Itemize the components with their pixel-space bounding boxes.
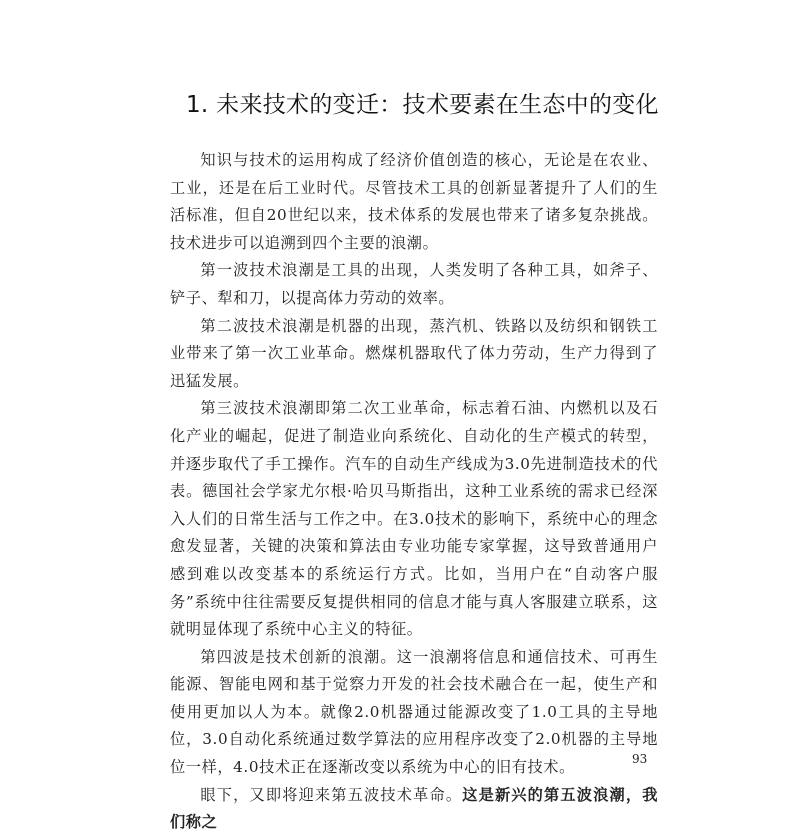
paragraph-fifth-wave: [170, 782, 658, 837]
page-number: 93: [632, 752, 648, 766]
section-title: 1. 未来技术的变迁：技术要素在生态中的变化: [186, 92, 659, 118]
paragraph-fifth-wave-bold: 这是新兴的第五波浪潮，我们称之: [170, 785, 659, 832]
paragraph-fourth-wave: 第四波是技术创新的浪潮。这一浪潮将信息和通信技术、可再生能源、智能电网和基于觉察力开发的社会技术融合在一起，使生产和使用更加以人为本。就像2.0机器通过能源改变了1.0工具的主导地位，3.0自动化系统通过数学算法的应用程序改变了2.0机器的主导地位一样，4.0技术正在逐渐改变以系统为中心的旧有技术。: [170, 647, 658, 777]
paragraph-second-wave: 第二波技术浪潮是机器的出现，蒸汽机、铁路以及纺织和钢铁工业带来了第一次工业革命。燃煤机器取代了体力劳动，生产力得到了迅猛发展。: [170, 316, 658, 390]
paragraph-fifth-wave-normal: 眼下，又即将迎来第五波技术革命。: [200, 785, 463, 804]
paragraph-intro: 知识与技术的运用构成了经济价值创造的核心，无论是在农业、工业，还是在后工业时代。尽管技术工具的创新显著提升了人们的生活标准，但自20世纪以来，技术体系的发展也带来了诸多复杂挑战。技术进步可以追溯到四个主要的浪潮。: [170, 151, 658, 252]
paragraph-third-wave: 第三波技术浪潮即第二次工业革命，标志着石油、内燃机以及石化产业的崛起，促进了制造业向系统化、自动化的生产模式的转型，并逐步取代了手工操作。汽车的自动生产线成为3.0先进制造技术的代表。德国社会学家尤尔根·哈贝马斯指出，这种工业系统的需求已经深入人们的日常生活与工作之中。在3.0技术的影响下，系统中心的理念愈发显著，关键的决策和算法由专业功能专家掌握，这导致普通用户感到难以改变基本的系统运行方式。比如，当用户在“自动客户服务”系统中往往需要反复提供相同的信息才能与真人客服建立联系，这就明显体现了系统中心主义的特征。: [170, 399, 658, 639]
body-text: [170, 147, 658, 837]
paragraph-first-wave: 第一波技术浪潮是工具的出现，人类发明了各种工具，如斧子、铲子、犁和刀，以提高体力劳动的效率。: [170, 261, 658, 307]
